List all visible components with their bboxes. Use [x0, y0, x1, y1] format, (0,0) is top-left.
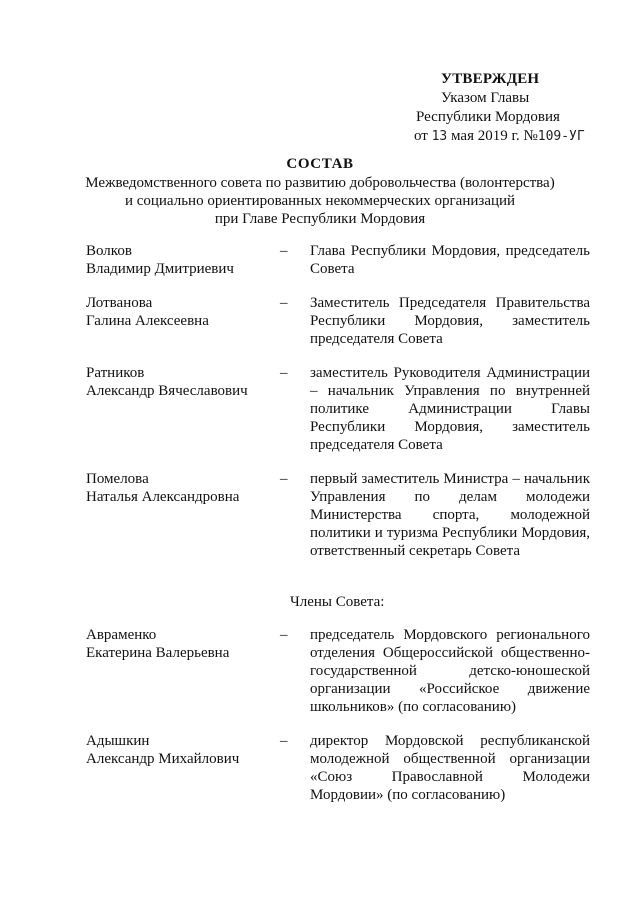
person-position: Заместитель Председателя Правительства Республики Мордовия, заместитель председателя Совета — [310, 295, 590, 347]
given-names: Галина Алексеевна — [86, 313, 209, 329]
decree-number: 109-УГ — [537, 129, 585, 144]
approval-stamp — [414, 70, 614, 146]
person-name — [86, 294, 271, 330]
separator-dash: – — [280, 471, 288, 487]
members-heading: Члены Совета: — [290, 594, 385, 610]
person-name — [86, 470, 271, 506]
separator-dash: – — [280, 295, 288, 311]
given-names: Наталья Александровна — [86, 489, 240, 505]
date-rest: мая 2019 г. — [451, 128, 520, 144]
date-day: 13 — [431, 129, 448, 144]
person-position: председатель Мордовского регионального отделения Общероссийской общественно-государственной детско-юношеской организации «Российское движение школьников» (по согласованию) — [310, 627, 590, 715]
person-position: заместитель Руководителя Администрации – начальник Управления по внутренней политике Администрации Главы Республики Мордовия, заместитель председателя Совета — [310, 365, 590, 453]
person-name — [86, 242, 271, 278]
surname: Волков — [86, 243, 132, 259]
title-line-2: и социально ориентированных некоммерческих организаций — [124, 193, 516, 209]
person-position: директор Мордовской республиканской молодежной общественной организации «Союз Православной Молодежи Мордовии» (по согласованию) — [310, 733, 590, 803]
person-name — [86, 732, 271, 768]
surname: Адышкин — [86, 733, 150, 749]
number-prefix: № — [523, 128, 538, 144]
approval-decree-line: Указом Главы — [441, 90, 530, 106]
approval-republic-line: Республики Мордовия — [416, 109, 560, 125]
separator-dash: – — [280, 365, 288, 381]
date-prefix: от — [414, 128, 428, 144]
person-name — [86, 364, 271, 400]
title-heading: СОСТАВ — [286, 156, 354, 172]
surname: Авраменко — [86, 627, 157, 643]
surname: Лотванова — [86, 295, 153, 311]
person-name — [86, 626, 271, 662]
surname: Помелова — [86, 471, 149, 487]
surname: Ратников — [86, 365, 145, 381]
given-names: Александр Вячеславович — [86, 383, 248, 399]
title-line-1: Межведомственного совета по развитию добровольчества (волонтерства) — [85, 175, 555, 191]
title-line-3: при Главе Республики Мордовия — [214, 211, 426, 227]
person-position: Глава Республики Мордовия, председатель Совета — [310, 243, 590, 277]
separator-dash: – — [280, 627, 288, 643]
document-title — [60, 155, 580, 228]
person-position: первый заместитель Министра – начальник Управления по делам молодежи Министерства спорта, молодежной политики и туризма Республики Мордовия, ответственный секретарь Совета — [310, 471, 590, 559]
separator-dash: – — [280, 243, 288, 259]
separator-dash: – — [280, 733, 288, 749]
given-names: Екатерина Валерьевна — [86, 645, 230, 661]
given-names: Владимир Дмитриевич — [86, 261, 234, 277]
approval-date-line — [414, 127, 614, 146]
given-names: Александр Михайлович — [86, 751, 240, 767]
approval-title: УТВЕРЖДЕН — [441, 71, 540, 87]
